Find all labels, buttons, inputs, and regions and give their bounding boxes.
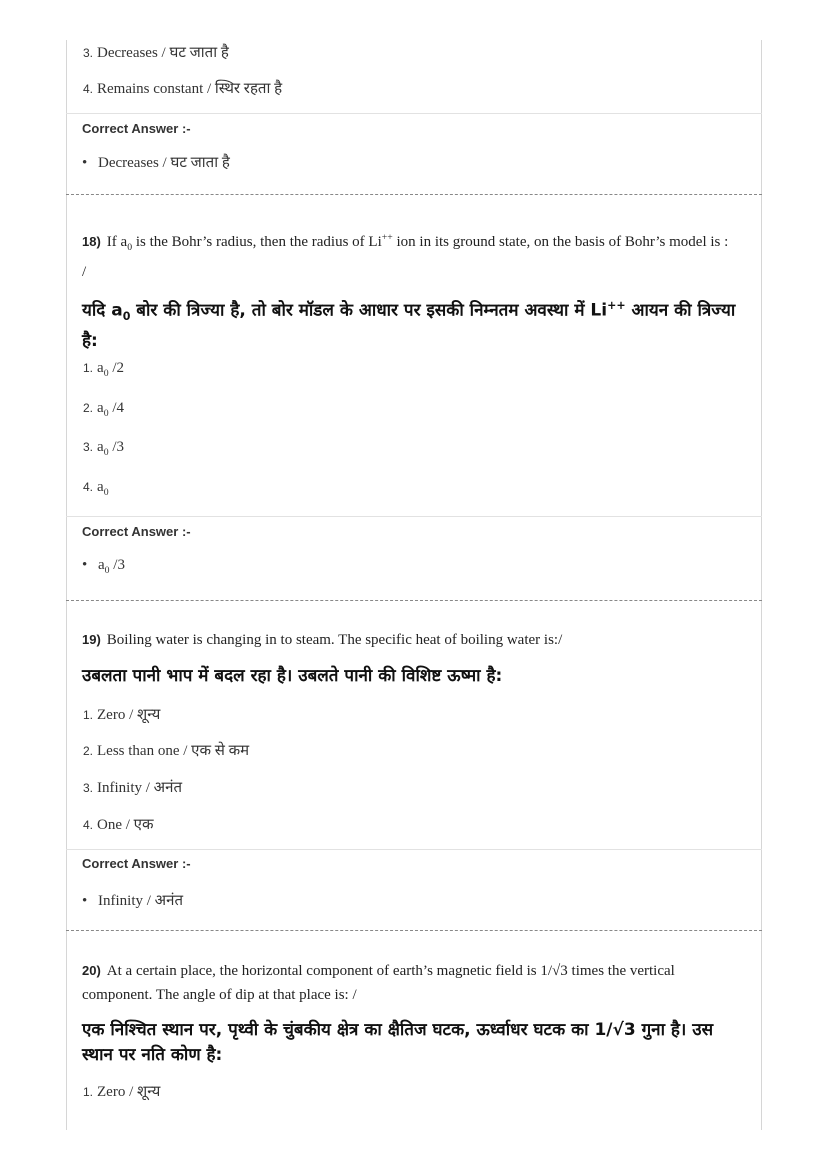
q17-correct-answer: • Decreases / घट जाता है <box>82 155 230 171</box>
q18-option-4[interactable]: 4. $a_0$ <box>83 479 109 498</box>
q19-correct-label: Correct Answer :- <box>82 856 191 871</box>
q19-option-4[interactable]: 4. One / एक <box>83 817 154 833</box>
q17-option-4-text: Remains constant / स्थिर रहता है <box>97 81 283 97</box>
q18-option-3[interactable]: 3. $a_0$ /3 <box>83 439 124 458</box>
q18-number: 18) <box>82 234 101 249</box>
q18-question-en: 18) If $a_0$ is the Bohr’s radius, then the radius of Li++ ion in its ground state, on the basis of Bohr’s model is : / <box>82 232 729 280</box>
bullet-icon: • <box>82 557 88 573</box>
q17-option-3-text: Decreases / घट जाता है <box>97 45 229 61</box>
q19-correct-answer: • Infinity / अनंत <box>82 893 183 909</box>
q18-option-1[interactable]: 1. $a_0$ /2 <box>83 360 124 379</box>
q20-number: 20) <box>82 963 101 978</box>
q19-option-1[interactable]: 1. Zero / शून्य <box>83 707 161 723</box>
bullet-icon: • <box>82 155 88 171</box>
bullet-icon: • <box>82 893 88 909</box>
q19-question-en: 19) Boiling water is changing in to steam. The specific heat of boiling water is:/ <box>82 632 563 648</box>
divider <box>66 113 762 114</box>
question-separator <box>66 930 762 931</box>
question-separator <box>66 600 762 601</box>
q18-option-2[interactable]: 2. $a_0$ /4 <box>83 400 124 419</box>
q18-correct-answer: • $a_0$ /3 <box>82 557 125 576</box>
q19-option-3[interactable]: 3. Infinity / अनंत <box>83 780 183 796</box>
q19-option-2[interactable]: 2. Less than one / एक से कम <box>83 743 250 759</box>
q17-option-4[interactable]: 4. Remains constant / स्थिर रहता है <box>83 81 283 97</box>
q19-number: 19) <box>82 632 101 647</box>
q20-option-1[interactable]: 1. Zero / शून्य <box>83 1084 161 1100</box>
q17-correct-label: Correct Answer :- <box>82 121 191 136</box>
q20-question-hi: एक निश्चित स्थान पर, पृथ्वी के चुंबकीय क्षेत्र का क्षैतिज घटक, ऊर्ध्वाधर घटक का 1/√3 गुना है। उस स्थान पर नति कोण है: <box>82 1020 714 1065</box>
q18-question-hi: यदि $a_0$ बोर की त्रिज्या है, तो बोर मॉडल के आधार पर इसकी निम्नतम अवस्था में Li++ आयन की त्रिज्या है: <box>82 299 736 352</box>
divider <box>66 516 762 517</box>
divider <box>66 849 762 850</box>
q18-correct-label: Correct Answer :- <box>82 524 191 539</box>
q17-option-3[interactable]: 3. Decreases / घट जाता है <box>83 45 229 61</box>
q20-question-en: 20) At a certain place, the horizontal component of earth’s magnetic field is 1/√3 times the vertical component. The angle of dip at that place is: / <box>82 963 675 1003</box>
q19-question-hi: उबलता पानी भाप में बदल रहा है। उबलते पानी की विशिष्ट ऊष्मा है: <box>82 666 503 686</box>
question-separator <box>66 194 762 195</box>
